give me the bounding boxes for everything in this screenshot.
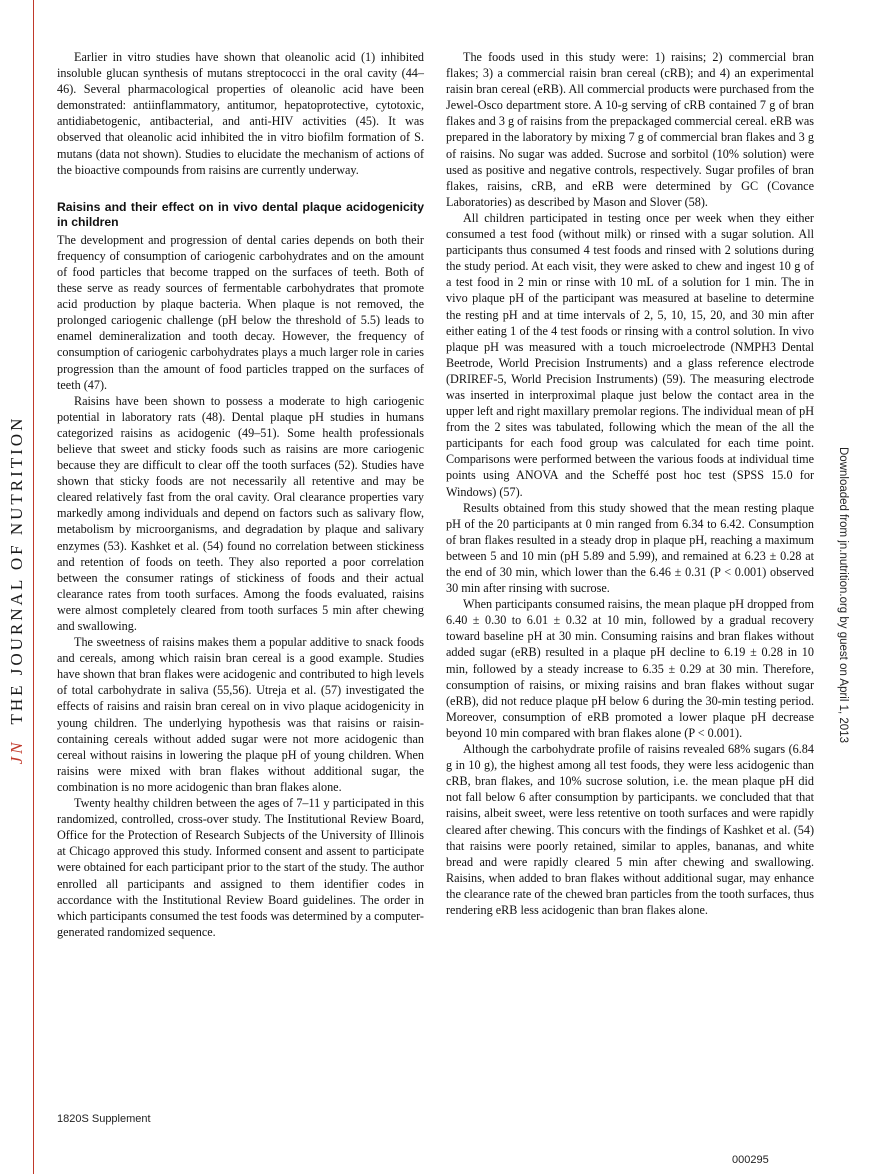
left-column (57, 49, 424, 940)
right-column (446, 49, 814, 918)
page-label: 1820S Supplement (57, 1113, 151, 1125)
paragraph: Raisins have been shown to possess a moderate to high cariogenic potential in laboratory rats (48). Dental plaque pH studies in humans categorized raisins as acidogenic (49–51). Some health professionals believe that sweet and sticky foods such as raisins are more cariogenic because they are difficult to clear off the tooth surfaces (52). Studies have shown that sticky foods are not necessarily all retentive and may be cleared relatively fast from the oral cavity. Oral clearance properties vary markedly among individuals and depend on factors such as salivary flow, metabolism by microorganisms, and degradation by plaque and salivary enzymes (53). Kashket et al. (54) found no correlation between stickiness and retention of foods on teeth. They also reported a poor correlation between the consumer ratings of stickiness of foods and their actual clearance rates from tooth surfaces. Among the foods evaluated, raisins were almost completely cleared from tooth surfaces 5 min after chewing and swallowing. (57, 393, 424, 633)
paragraph: Results obtained from this study showed that the mean resting plaque pH of the 20 participants at 0 min ranged from 6.34 to 6.42. Consumption of bran flakes resulted in a steady drop in plaque pH, reaching a maximum between 5 and 10 min (pH 5.89 and 5.99), and remained at 6.23 ± 0.28 at the end of 30 min, which lower than the 6.46 ± 0.31 (P < 0.001) observed 30 min after rinsing with sucrose. (446, 500, 814, 596)
download-note-text: Downloaded from jn.nutrition.org by guest on April 1, 2013 (837, 447, 849, 743)
paragraph: The foods used in this study were: 1) raisins; 2) commercial bran flakes; 3) a commercial raisin bran cereal (cRB); and 4) an experimental raisin bran cereal (eRB). All commercial products were purchased from the Jewel-Osco department store. A 10-g serving of cRB contained 7 g of bran flakes and 3 g of raisins from the prepackaged commercial cereal. eRB was prepared in the laboratory by mixing 7 g of commercial bran flakes and 3 g of raisins. No sugar was added. Sucrose and sorbitol (10% solution) were used as positive and negative controls, respectively. Sugar profiles of bran flakes, raisins, cRB, and eRB were determined by GC (Covance Laboratories) as described by Mason and Slover (58). (446, 50, 814, 209)
paragraph: When participants consumed raisins, the mean plaque pH dropped from 6.40 ± 0.30 to 6.01 ± 0.32 at 10 min, followed by a gradual recovery toward baseline pH at 30 min. Consuming raisins and bran flakes without added sugar (eRB) resulted in a plaque pH decline to 6.19 ± 0.28 in 10 min, followed by a steady increase to 6.35 ± 0.29 at 30 min. Therefore, consumption of raisins, or mixing raisins and bran flakes without sugar (eRB), did not reduce plaque pH below 6 during the 30-min testing period. Moreover, consumption of eRB promoted a lower plaque pH decrease beyond 10 min compared with bran flakes alone (P < 0.001). (446, 597, 814, 740)
paragraph: The development and progression of dental caries depends on both their frequency of consumption of cariogenic carbohydrates and on the amount of food particles that become trapped on the surfaces of teeth. Both of these serve as ready sources of fermentable carbohydrates that promote acid production by plaque bacteria. When plaque is not removed, the prolonged cariogenic challenge (pH below the threshold of 5.5) leads to enamel demineralization and tooth decay. However, the frequency of consumption of cariogenic carbohydrates plays a much larger role in caries progression than the amount of food particles trapped on the surfaces of teeth (47). (57, 232, 424, 392)
download-note (828, 405, 858, 785)
journal-sidebar (0, 415, 34, 765)
paragraph: All children participated in testing once per week when they either consumed a test food (without milk) or rinsed with a sugar solution. All participants thus consumed 4 test foods and rinsed with 2 solutions during the study period. At each visit, they were asked to chew and ingest 10 g of a test food in 2 min or rinse with 10 mL of a solution for 1 min. The in vivo plaque pH of the participant was measured at baseline to determine the resting pH and at time intervals of 2, 5, 10, 15, 20, and 30 min after either eating 1 of the 4 test foods or rinsing with a control solution. In vivo plaque pH was measured with a touch microelectrode (NMPH3 Dental Beetrode, World Precision Instruments) and a glass reference electrode (DRIREF-5, World Precision Instruments) (59). The measuring electrode was inserted in interproximal plaque just below the contact area in the upper left and right maxillary premolar regions. The individual mean of pH from the 2 sites was tabulated, following which the mean of the all the participants for each food group was calculated for each time point. Comparisons were performed between the various foods at individual time points using ANOVA and the Scheffé post hoc test (SPSS 15.0 for Windows) (57). (446, 210, 814, 499)
paragraph: Twenty healthy children between the ages of 7–11 y participated in this randomized, controlled, cross-over study. The Institutional Review Board, Office for the Protection of Research Subjects of the University of Illinois at Chicago approved this study. Informed consent and assent to participate were obtained for each participant prior to the start of the study. The author enrolled all participants and assigned to them identifier codes in accordance with the Institutional Review Board guidelines. The order in which participants consumed the test foods was determined by a computer-generated randomized sequence. (57, 796, 424, 939)
paragraph: Earlier in vitro studies have shown that oleanolic acid (1) inhibited insoluble glucan synthesis of mutans streptococci in the oral cavity (44–46). Several pharmacological properties of oleanolic acid have been demonstrated: antiinflammatory, antitumor, hepatoprotective, cytotoxic, antidiabetogenic, antibacterial, and anti-HIV activities (45). It was observed that oleanolic acid inhibited the in vitro biofilm formation of S. mutans (data not shown). Studies to elucidate the mechanism of actions of the bioactive compounds from raisins are currently underway. (57, 50, 424, 177)
section-heading: Raisins and their effect on in vivo dental plaque acidogenicity in children (57, 199, 424, 229)
journal-abbrev: JN (7, 739, 26, 765)
document-id: 000295 (732, 1154, 769, 1166)
journal-name: THE JOURNAL OF NUTRITION (7, 415, 26, 725)
paragraph: Although the carbohydrate profile of raisins revealed 68% sugars (6.84 g in 10 g), the highest among all test foods, they were less acidogenic than cRB, bran flakes, and 10% sucrose solution, i.e. the mean plaque pH did not fall below 6 after consumption by participants. we concluded that that raisins, albeit sweet, were less retentive on tooth surfaces and were rapidly cleared after chewing. This concurs with the findings of Kashket et al. (54) that raisins were poorly retained, similar to apples, bananas, and white bread and were rapidly cleared 5 min after chewing and swallowing. Raisins, when added to bran flakes without additional sugar, may enhance the clearance rate of the chewed bran particles from the tooth surfaces, thus rendering eRB less acidogenic than bran flakes alone. (446, 742, 814, 917)
paragraph: The sweetness of raisins makes them a popular additive to snack foods and cereals, among which raisin bran cereal is a good example. Studies have shown that bran flakes were acidogenic and contributed to high levels of total carbohydrate in saliva (55,56). Utreja et al. (57) investigated the effects of raisins and raisin bran cereal on in vivo plaque acidogenicity in young children. The underlying hypothesis was that raisins or raisin-containing cereals without added sugar were not more acidogenic than cereal without raisins in lowering the plaque pH of young children. When raisins were mixed with bran flakes without additional sugar, the combination is no more acidogenic than bran flakes alone. (57, 635, 424, 794)
